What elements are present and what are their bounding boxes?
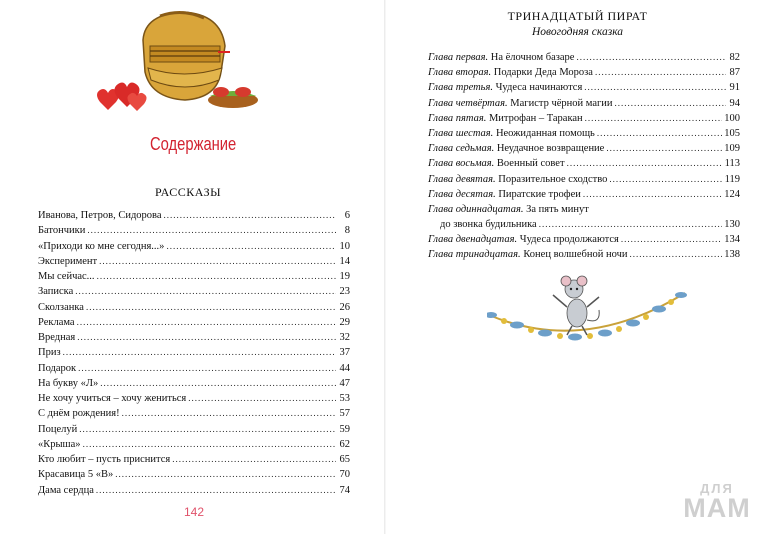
toc-dot-leader	[115, 467, 336, 482]
toc-entry-page: 14	[339, 255, 350, 267]
toc-entry-page: 44	[339, 362, 350, 374]
chapter-label: Глава восьмая.	[428, 158, 495, 170]
toc-entry	[38, 391, 350, 406]
toc-entry-page: 23	[339, 286, 350, 298]
toc-entry-page: 19	[339, 271, 350, 282]
chapter-title: Чудеса продолжаются	[519, 234, 619, 246]
chapter-page: 94	[729, 97, 740, 109]
chapter-page: 105	[724, 127, 740, 139]
toc-dot-leader	[567, 156, 723, 171]
toc-entry	[38, 437, 350, 452]
chapter-label: Глава десятая.	[428, 188, 496, 200]
toc-entry	[38, 452, 350, 467]
toc-entry-page: 57	[339, 408, 350, 420]
chapter-title: Поразительное сходство	[498, 173, 608, 185]
toc-dot-leader	[188, 391, 336, 406]
toc-entry-title: Приз	[38, 347, 61, 359]
mouse-icon	[553, 276, 599, 335]
toc-dot-leader	[97, 269, 336, 284]
toc-entry-title: На букву «Л»	[38, 377, 99, 389]
watermark	[676, 482, 758, 522]
toc-dot-leader	[609, 172, 722, 187]
toc-entry-page: 29	[339, 316, 350, 328]
toc-entry-title: Записка	[38, 286, 74, 298]
toc-entry-page: 10	[339, 240, 350, 252]
chapter-entry	[428, 156, 740, 171]
toc-entry-page: 65	[339, 454, 350, 465]
chapter-page: 87	[729, 67, 740, 79]
toc-entry-page: 53	[339, 393, 350, 404]
chapter-entry	[428, 80, 740, 95]
chapter-entry	[428, 96, 740, 111]
toc-dot-leader	[621, 232, 722, 247]
toc-dot-leader	[122, 406, 336, 421]
toc-entry-page: 32	[339, 332, 350, 343]
chapter-entry	[428, 111, 740, 126]
toc-entry-page: 59	[339, 423, 350, 435]
toc-entry-title: Сколзанка	[38, 301, 84, 313]
chapter-title: Военный совет	[496, 158, 565, 170]
chapter-heading	[428, 96, 613, 111]
chapter-label: Глава четвёртая.	[428, 97, 508, 109]
toc-entry-title: Поцелуй	[38, 423, 78, 435]
chapter-title: Конец волшебной ночи	[523, 249, 628, 261]
chapter-heading	[428, 141, 604, 156]
toc-entry	[38, 376, 350, 391]
toc-dot-leader	[83, 437, 336, 452]
chapter-label: Глава третья.	[428, 82, 493, 94]
chapter-label: Глава первая.	[428, 52, 489, 63]
toc-entry-title: Реклама	[38, 316, 75, 328]
toc-dot-leader	[78, 361, 336, 376]
right-page	[385, 0, 770, 534]
stories-toc	[38, 208, 350, 498]
toc-dot-leader	[576, 50, 726, 65]
toc-dot-leader	[63, 345, 336, 360]
toc-entry-page: 37	[339, 347, 350, 359]
chapter-page: 124	[724, 188, 740, 200]
chapter-entry	[428, 187, 740, 202]
chapter-page: 134	[724, 234, 740, 246]
toc-dot-leader	[87, 223, 336, 238]
toc-dot-leader	[99, 254, 336, 269]
toc-entry-title: Красавица 5 «В»	[38, 469, 114, 481]
chapter-heading	[428, 247, 628, 262]
toc-entry	[38, 223, 350, 238]
toc-entry-page: 62	[339, 438, 350, 450]
toc-entry-title: «Крыша»	[38, 438, 81, 450]
toc-dot-leader	[79, 422, 336, 437]
toc-entry-title: С днём рождения!	[38, 408, 120, 420]
toc-dot-leader	[585, 111, 723, 126]
toc-dot-leader	[100, 376, 336, 391]
chapter-entry	[428, 172, 740, 187]
toc-entry-title: «Приходи ко мне сегодня...»	[38, 240, 165, 252]
toc-entry	[38, 467, 350, 482]
knight-helmet-illustration	[88, 10, 258, 120]
chapter-page: 100	[724, 112, 740, 124]
toc-entry-title: Мы сейчас...	[38, 271, 95, 282]
toc-entry	[38, 208, 350, 223]
chapter-page: 113	[724, 158, 740, 170]
toc-dot-leader	[166, 239, 336, 254]
toc-dot-leader	[96, 483, 336, 498]
toc-dot-leader	[597, 126, 722, 141]
toc-dot-leader	[77, 330, 336, 345]
chapter-entry	[428, 65, 740, 80]
toc-entry	[38, 406, 350, 421]
toc-entry-title: Подарок	[38, 362, 77, 374]
toc-entry	[38, 254, 350, 269]
toc-dot-leader	[86, 300, 336, 315]
toc-dot-leader	[615, 96, 726, 111]
toc-entry-title: Не хочу учиться – хочу жениться	[38, 393, 187, 404]
toc-entry-page: 8	[344, 225, 350, 237]
toc-entry	[38, 269, 350, 284]
toc-dot-leader	[172, 452, 336, 467]
chapter-heading	[428, 172, 607, 187]
chapter-heading	[428, 126, 595, 141]
chapter-heading	[428, 80, 582, 95]
toc-entry-title: Кто любит – пусть приснится	[38, 454, 171, 465]
toc-entry	[38, 483, 350, 498]
toc-entry	[38, 345, 350, 360]
helmet-icon	[143, 12, 230, 100]
page-number: 142	[184, 505, 205, 519]
chapter-title: За пять минут	[526, 203, 589, 215]
chapter-title: Магистр чёрной магии	[510, 97, 613, 109]
chapter-page: 109	[724, 143, 740, 155]
chapter-page: 119	[724, 173, 740, 185]
watermark-line2: МАМ	[683, 493, 751, 523]
toc-entry	[38, 422, 350, 437]
chapter-page: 82	[729, 52, 740, 63]
chapter-title: Пиратские трофеи	[498, 188, 581, 200]
chapter-title: Неудачное возвращение	[496, 143, 605, 155]
hearts-icon	[97, 83, 147, 111]
chapter-heading	[428, 156, 565, 171]
toc-entry	[38, 315, 350, 330]
chapter-page: 130	[724, 219, 740, 231]
toc-dot-leader	[584, 80, 726, 95]
toc-entry-page: 47	[339, 377, 350, 389]
chapter-entry	[428, 247, 740, 262]
toc-entry-page: 26	[339, 301, 350, 313]
chapter-label: Глава двенадцатая.	[428, 234, 518, 246]
toc-dot-leader	[75, 284, 336, 299]
chapters-toc	[428, 50, 740, 263]
chapter-entry-continued	[428, 217, 740, 232]
toc-entry-title: Эксперимент	[38, 255, 98, 267]
toc-dot-leader	[164, 208, 336, 223]
chapter-page: 138	[724, 249, 740, 261]
toc-entry-title: Вредная	[38, 332, 76, 343]
toc-dot-leader	[539, 217, 723, 232]
toc-entry	[38, 330, 350, 345]
chapter-page: 91	[729, 82, 740, 94]
chapter-heading	[428, 232, 619, 247]
chapter-title: На ёлочном базаре	[490, 52, 575, 63]
toc-entry-title: Батончики	[38, 225, 86, 237]
chapter-heading	[428, 50, 574, 65]
watermark-line1: ДЛЯ	[700, 481, 734, 496]
contents-title: Содержание	[150, 134, 237, 154]
toc-entry	[38, 300, 350, 315]
toc-entry-title: Иванова, Петров, Сидорова	[38, 210, 162, 221]
chapter-entry	[428, 232, 740, 247]
toc-entry-title: Дама сердца	[38, 484, 94, 496]
chapter-label: Глава одиннадцатая.	[428, 203, 524, 215]
mouse-garland-illustration	[487, 275, 687, 355]
chapter-entry	[428, 50, 740, 65]
toc-dot-leader	[606, 141, 722, 156]
chapter-entry	[428, 202, 740, 217]
chapter-heading	[428, 187, 581, 202]
chapter-label: Глава вторая.	[428, 67, 492, 79]
chapter-heading	[428, 202, 589, 217]
chapter-label: Глава пятая.	[428, 112, 487, 124]
chapter-title: Подарки Деда Мороза	[493, 67, 593, 79]
toc-entry	[38, 239, 350, 254]
toc-dot-leader	[630, 247, 723, 262]
toc-entry-page: 70	[339, 469, 350, 481]
section-title: РАССКАЗЫ	[155, 185, 222, 199]
chapter-heading	[428, 65, 593, 80]
book-subtitle: Новогодняя сказка	[531, 26, 624, 38]
chapter-entry	[428, 141, 740, 156]
chapter-title: Митрофан – Таракан	[488, 112, 583, 124]
chapter-label: Глава девятая.	[428, 173, 496, 185]
toc-entry-page: 74	[339, 484, 350, 496]
chapter-label: Глава шестая.	[428, 127, 494, 139]
toc-dot-leader	[77, 315, 336, 330]
toc-dot-leader	[583, 187, 722, 202]
chapter-title: Чудеса начинаются	[495, 82, 583, 94]
toc-entry-page: 6	[344, 210, 350, 221]
chapter-title-continued: до звонка будильника	[440, 219, 537, 231]
chapter-label: Глава седьмая.	[428, 143, 495, 155]
book-title: ТРИНАДЦАТЫЙ ПИРАТ	[507, 9, 648, 23]
toc-dot-leader	[595, 65, 726, 80]
chapter-heading	[428, 111, 583, 126]
toc-entry	[38, 284, 350, 299]
sandwich-icon	[208, 87, 258, 108]
chapter-entry	[428, 126, 740, 141]
chapter-title: Неожиданная помощь	[495, 127, 595, 139]
toc-entry	[38, 361, 350, 376]
chapter-label: Глава тринадцатая.	[428, 249, 521, 261]
